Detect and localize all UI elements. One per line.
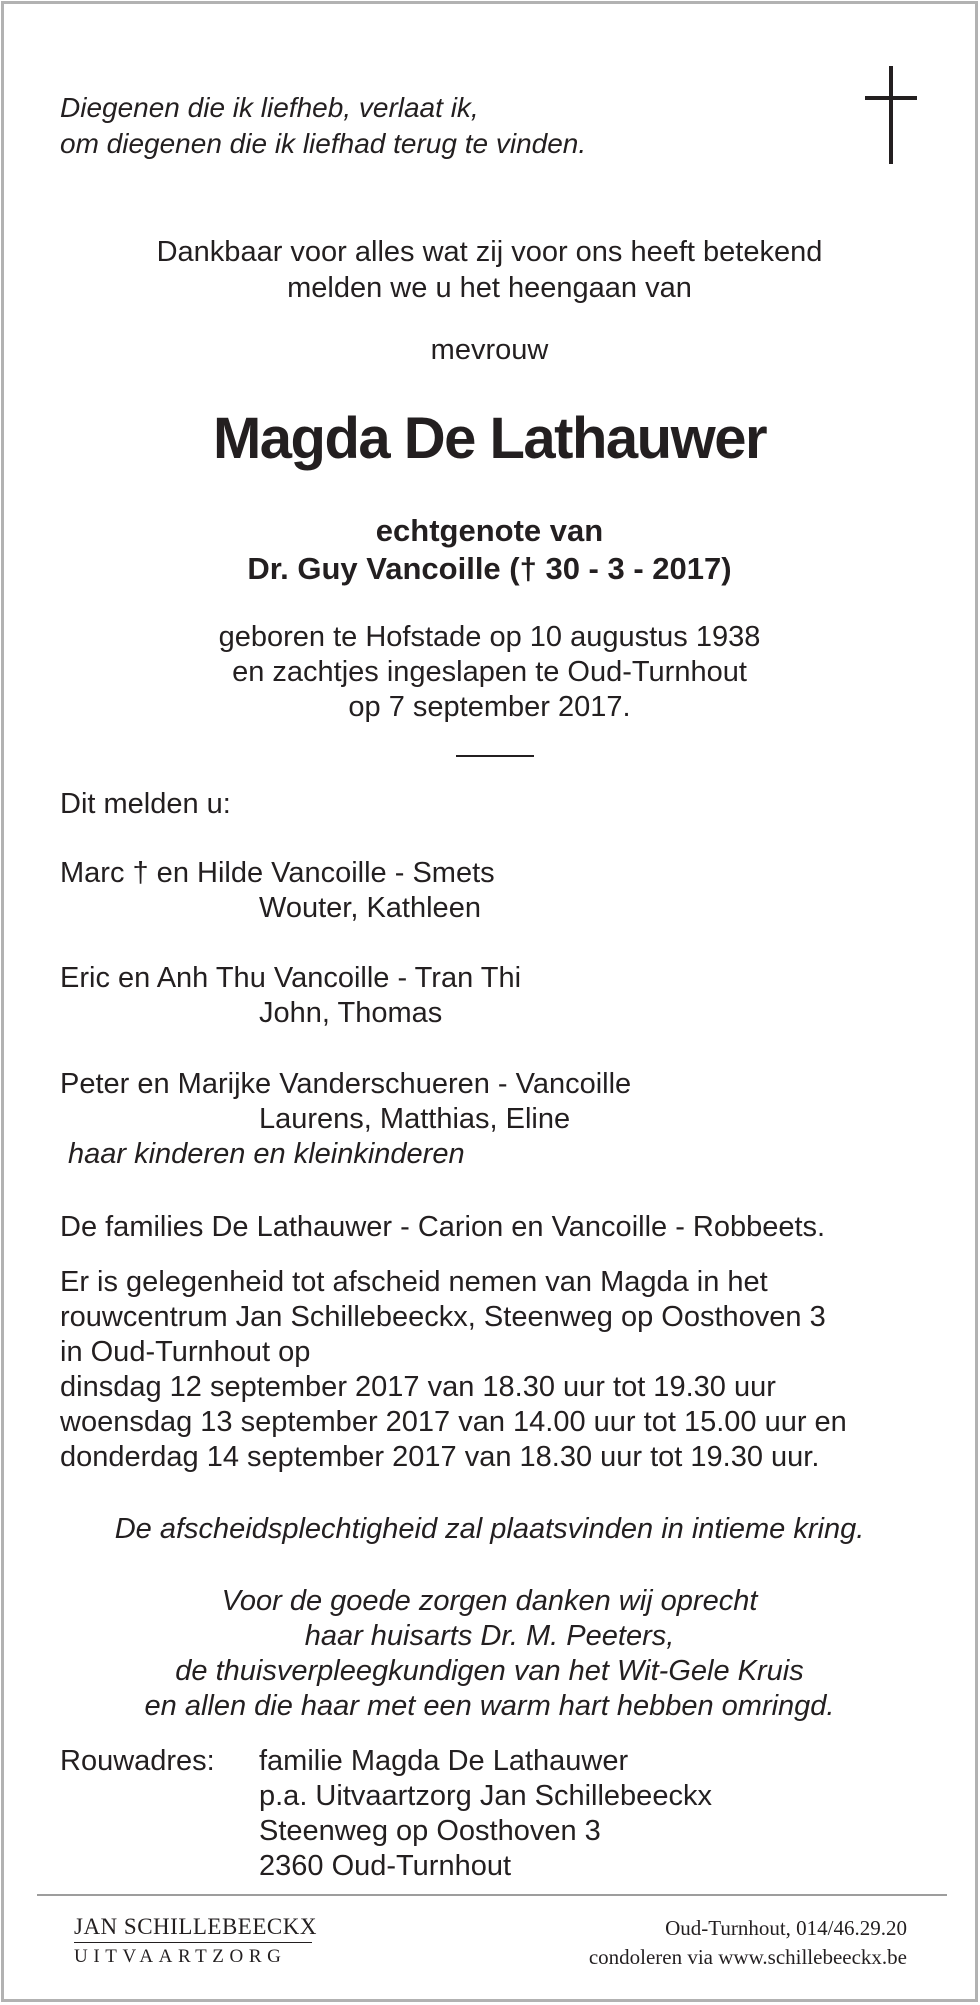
divider <box>456 755 534 757</box>
farewell-line: in Oud-Turnhout op <box>60 1336 311 1368</box>
obituary-card <box>1 1 978 2002</box>
thanks-note: Voor de goede zorgen danken wij oprecht haar huisarts Dr. M. Peeters, de thuisverpleegkundigen van het Wit-Gele Kruis en allen die haar met een warm hart hebben omringd. <box>144 1585 835 1722</box>
farewell-line: Er is gelegenheid tot afscheid nemen van Magda in het <box>60 1266 768 1298</box>
family-children: John, Thomas <box>259 997 443 1029</box>
birth-death-info: geboren te Hofstade op 10 augustus 1938 en zachtjes ingeslapen te Oud-Turnhout op 7 september 2017. <box>218 621 761 723</box>
footer-contact: Oud-Turnhout, 014/46.29.20 condoleren via www.schillebeeckx.be <box>588 1916 907 1969</box>
family-children: Laurens, Matthias, Eline <box>259 1103 571 1135</box>
brand-subtitle: UITVAARTZORG <box>74 1946 287 1967</box>
family-caption: haar kinderen en kleinkinderen <box>68 1138 465 1170</box>
cross-icon <box>865 66 917 164</box>
family-parents: Eric en Anh Thu Vancoille - Tran Thi <box>60 962 522 994</box>
family-parents: Peter en Marijke Vanderschueren - Vancoille <box>60 1068 632 1100</box>
intro-text: Dankbaar voor alles wat zij voor ons heeft betekend melden we u het heengaan van <box>156 236 823 304</box>
farewell-line: dinsdag 12 september 2017 van 18.30 uur tot 19.30 uur <box>60 1371 776 1403</box>
farewell-line: donderdag 14 september 2017 van 18.30 uur tot 19.30 uur. <box>60 1441 820 1473</box>
farewell-line: rouwcentrum Jan Schillebeeckx, Steenweg op Oosthoven 3 <box>60 1301 826 1333</box>
address-label: Rouwadres: <box>60 1745 215 1777</box>
family-parents: Marc † en Hilde Vancoille - Smets <box>60 857 495 889</box>
spouse-info: echtgenote van Dr. Guy Vancoille († 30 - 3 - 2017) <box>247 513 732 586</box>
family-children: Wouter, Kathleen <box>259 892 481 924</box>
footer-divider <box>37 1894 947 1896</box>
funeral-home-logo <box>74 1914 317 1968</box>
brand-name: JAN SCHILLEBEECKX <box>74 1914 317 1939</box>
farewell-line: woensdag 13 september 2017 van 14.00 uur tot 15.00 uur en <box>60 1406 847 1438</box>
salutation: mevrouw <box>430 334 549 366</box>
announce-intro: Dit melden u: <box>60 788 231 820</box>
address-lines: familie Magda De Lathauwer p.a. Uitvaartzorg Jan Schillebeeckx Steenweg op Oosthoven 3 2360 Oud-Turnhout <box>259 1745 712 1882</box>
extended-families: De families De Lathauwer - Carion en Vancoille - Robbeets. <box>60 1211 826 1243</box>
deceased-name: Magda De Lathauwer <box>212 406 767 471</box>
opening-quote: Diegenen die ik liefheb, verlaat ik, om diegenen die ik liefhad terug te vinden. <box>60 92 587 159</box>
ceremony-note: De afscheidsplechtigheid zal plaatsvinden in intieme kring. <box>114 1513 865 1545</box>
